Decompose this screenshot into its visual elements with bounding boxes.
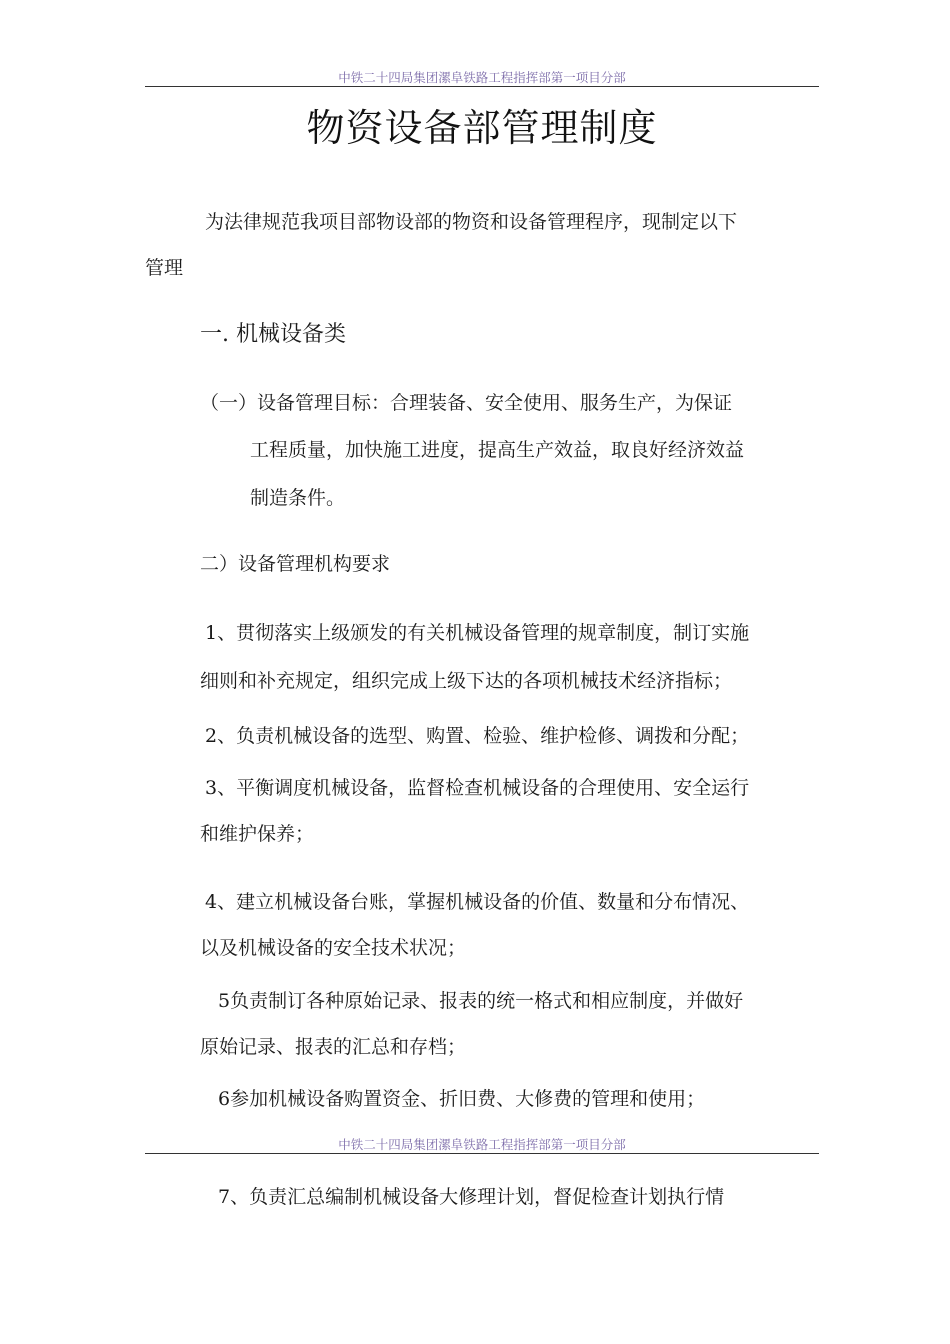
footer-org-text: 中铁二十四局集团漯阜铁路工程指挥部第一项目分部	[338, 1137, 626, 1152]
footer-rule	[145, 1153, 819, 1154]
header-org-text: 中铁二十四局集团漯阜铁路工程指挥部第一项目分部	[338, 70, 626, 85]
intro-line-2: 管理	[145, 257, 184, 279]
item-3-line-1: 3、平衡调度机械设备，监督检查机械设备的合理使用、安全运行	[205, 777, 750, 799]
item-5-line-1: 5负责制订各种原始记录、报表的统一格式和相应制度，并做好	[218, 990, 744, 1012]
section-heading: 一. 机械设备类	[200, 322, 346, 347]
item-4-line-1: 4、建立机械设备台账，掌握机械设备的价值、数量和分布情况、	[205, 891, 750, 913]
item-5-line-2: 原始记录、报表的汇总和存档；	[200, 1036, 467, 1058]
item-3-line-2: 和维护保养；	[200, 823, 315, 845]
header-rule	[145, 86, 819, 87]
part2-heading: 二）设备管理机构要求	[200, 553, 391, 575]
intro-line-1: 为法律规范我项目部物设部的物资和设备管理程序，现制定以下	[205, 211, 738, 233]
part1-line-2: 工程质量，加快施工进度，提高生产效益，取良好经济效益	[250, 439, 745, 461]
item-2: 2、负责机械设备的选型、购置、检验、维护检修、调拨和分配；	[205, 725, 750, 747]
item-6: 6参加机械设备购置资金、折旧费、大修费的管理和使用；	[218, 1088, 706, 1110]
item-1-line-1: 1、贯彻落实上级颁发的有关机械设备管理的规章制度，制订实施	[205, 622, 750, 644]
item-7-line-1: 7、负责汇总编制机械设备大修理计划，督促检查计划执行情	[218, 1186, 725, 1208]
part1-line-3: 制造条件。	[250, 487, 346, 509]
document-title: 物资设备部管理制度	[306, 106, 658, 150]
item-1-line-2: 细则和补充规定，组织完成上级下达的各项机械技术经济指标；	[200, 670, 733, 692]
item-4-line-2: 以及机械设备的安全技术状况；	[200, 937, 467, 959]
part1-line-1: （一）设备管理目标：合理装备、安全使用、服务生产，为保证	[200, 392, 733, 414]
